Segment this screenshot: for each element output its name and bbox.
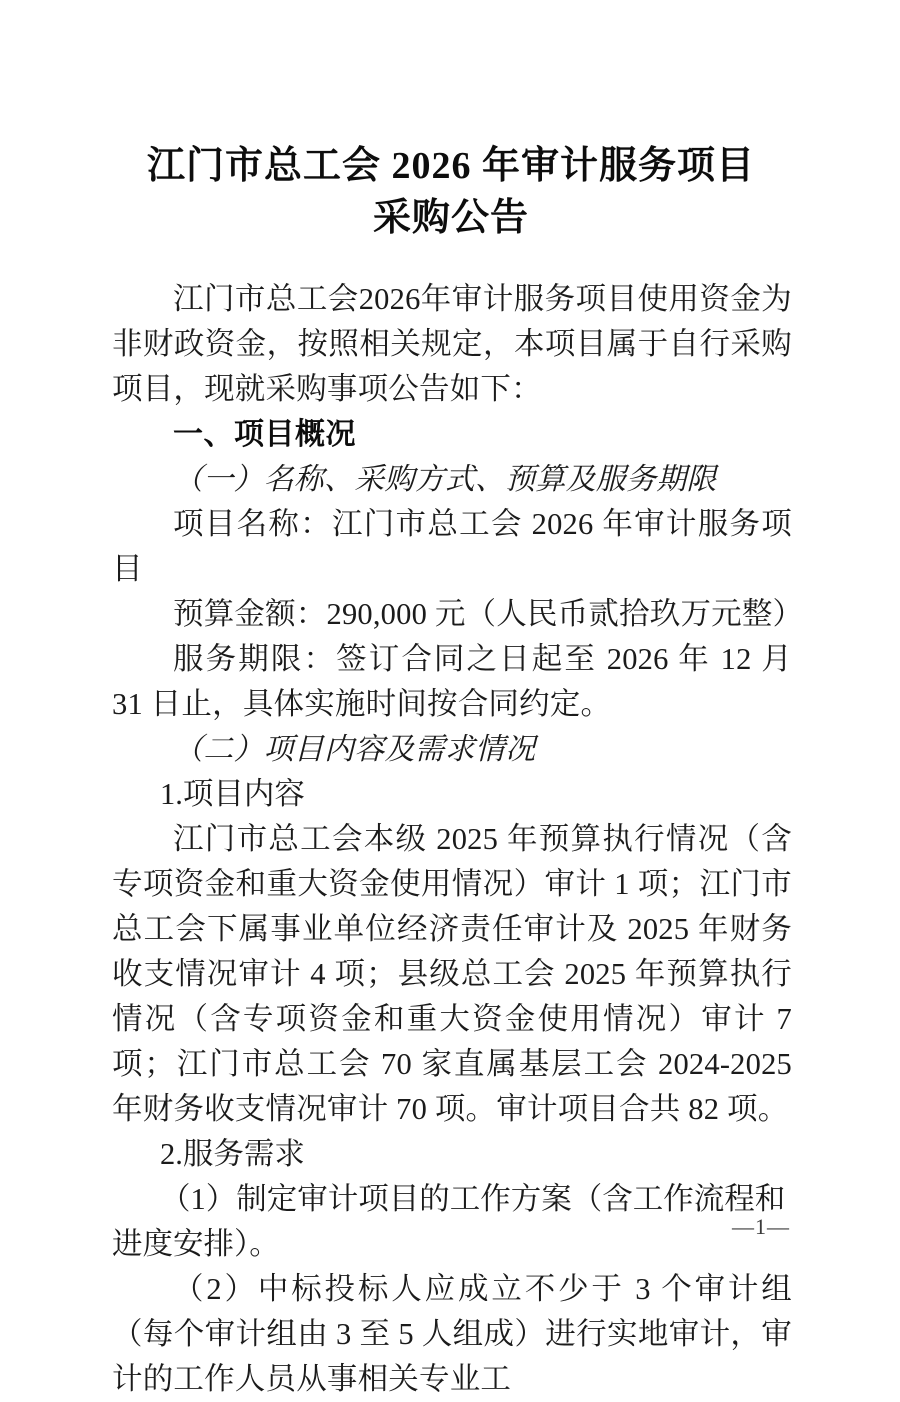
requirement-item-2: （2）中标投标人应成立不少于 3 个审计组（每个审计组由 3 至 5 人组成）进行实地审计，审计的工作人员从事相关专业工 — [112, 1272, 792, 1396]
item-heading-project-content: 1.项目内容 — [160, 777, 305, 811]
paragraph-intro: 江门市总工会2026年审计服务项目使用资金为非财政资金，按照相关规定，本项目属于自行采购项目，现就采购事项公告如下： — [112, 282, 792, 406]
page-number: —1— — [732, 1214, 790, 1239]
section-heading-project-overview: 一、项目概况 — [173, 418, 356, 451]
field-project-name: 项目名称：江门市总工会 2026 年审计服务项目 — [112, 507, 792, 586]
paragraph-project-content: 江门市总工会本级 2025 年预算执行情况（含专项资金和重大资金使用情况）审计 1 项；江门市总工会下属事业单位经济责任审计及 2025 年财务收支情况审计 4 项；县级总工会 2025 年预算执行情况（含专项资金和重大资金使用情况）审计 7 项；江门市总工会 70 家直属基层工会 2024-2025 年财务收支情况审计 70 项。审计项目合共 82 项。 — [112, 822, 792, 1126]
document-title — [112, 140, 790, 244]
subsection-heading-name-method-budget-period: （一）名称、采购方式、预算及服务期限 — [173, 462, 717, 497]
field-service-period: 服务期限：签订合同之日起至 2026 年 12 月 31 日止，具体实施时间按合同约定。 — [112, 642, 792, 721]
document-title-line-2: 采购公告 — [372, 197, 529, 239]
item-heading-service-requirements: 2.服务需求 — [160, 1137, 305, 1171]
subsection-heading-content-and-requirements: （二）项目内容及需求情况 — [173, 732, 536, 767]
document-title-line-1: 江门市总工会 2026 年审计服务项目 — [146, 145, 755, 187]
requirement-item-1: （1）制定审计项目的工作方案（含工作流程和进度安排）。 — [112, 1182, 786, 1261]
field-budget-amount: 预算金额：290,000 元（人民币贰拾玖万元整） — [173, 597, 804, 631]
